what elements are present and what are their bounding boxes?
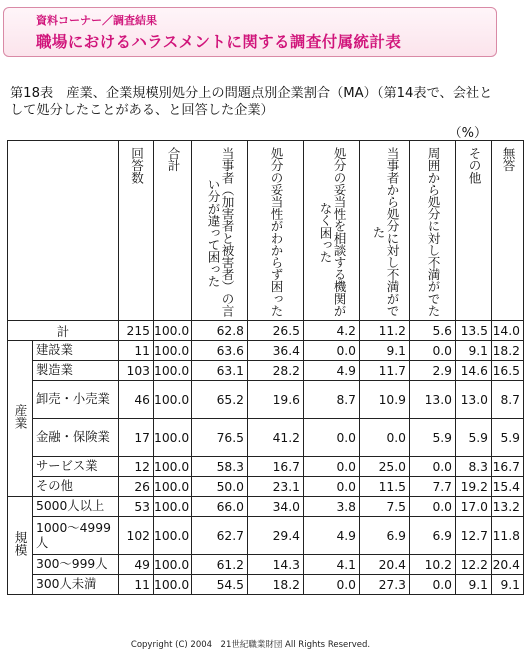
row-label: 卸売・小売業 (33, 381, 119, 419)
table-row (8, 555, 524, 575)
table-cell: 15.4 (492, 477, 524, 497)
table-cell: 7.5 (360, 497, 410, 517)
table-cell: 58.3 (192, 457, 248, 477)
table-row (8, 477, 524, 497)
table-cell: 11.7 (360, 361, 410, 381)
table-cell: 4.9 (304, 517, 360, 555)
table-row (8, 419, 524, 457)
table-cell: 28.2 (248, 361, 304, 381)
table-cell: 12.2 (456, 555, 492, 575)
table-cell: 100.0 (154, 517, 192, 555)
table-cell: 8.3 (456, 457, 492, 477)
table-row (8, 575, 524, 595)
table-cell: 26 (119, 477, 154, 497)
table-cell: 20.4 (492, 555, 524, 575)
title-banner (3, 7, 497, 57)
table-cell: 100.0 (154, 555, 192, 575)
table-cell: 26.5 (248, 321, 304, 341)
table-cell: 46 (119, 381, 154, 419)
row-label: 300人未満 (33, 575, 119, 595)
table-row (8, 341, 524, 361)
table-cell: 20.4 (360, 555, 410, 575)
group-label: 産業 (8, 341, 33, 497)
table-cell: 54.5 (192, 575, 248, 595)
table-cell: 23.1 (248, 477, 304, 497)
table-cell: 17.0 (456, 497, 492, 517)
table-cell: 0.0 (410, 497, 456, 517)
table-cell: 13.5 (456, 321, 492, 341)
table-cell: 10.9 (360, 381, 410, 419)
table-cell: 76.5 (192, 419, 248, 457)
table-cell: 14.6 (456, 361, 492, 381)
table-cell: 16.7 (492, 457, 524, 477)
table-cell: 0.0 (304, 575, 360, 595)
banner-subtitle: 資料コーナー／調査結果 (36, 14, 157, 27)
row-label: 5000人以上 (33, 497, 119, 517)
table-cell: 2.9 (410, 361, 456, 381)
table-cell: 10.2 (410, 555, 456, 575)
table-cell: 41.2 (248, 419, 304, 457)
col-header: 当事者（加害者と被害者）の言い分が違って困った (192, 141, 248, 321)
unit-label: （%） (448, 126, 487, 141)
header-row (8, 141, 524, 321)
statistics-table (7, 140, 524, 595)
table-cell: 0.0 (304, 457, 360, 477)
table-cell: 100.0 (154, 457, 192, 477)
table-cell: 0.0 (304, 477, 360, 497)
col-header: 周囲から処分に対し不満がでた (410, 141, 456, 321)
table-cell: 27.3 (360, 575, 410, 595)
table-cell: 100.0 (154, 321, 192, 341)
table-cell: 0.0 (410, 341, 456, 361)
table-cell: 9.1 (492, 575, 524, 595)
table-cell: 7.7 (410, 477, 456, 497)
table-cell: 9.1 (456, 341, 492, 361)
table-cell: 61.2 (192, 555, 248, 575)
table-cell: 29.4 (248, 517, 304, 555)
row-label: 1000～4999人 (33, 517, 119, 555)
table-cell: 18.2 (492, 341, 524, 361)
table-cell: 100.0 (154, 381, 192, 419)
copyright-footer: Copyright (C) 2004 21世紀職業財団 All Rights Reserved. (130, 640, 371, 650)
table-row (8, 497, 524, 517)
col-header: 当事者から処分に対し不満がでた (360, 141, 410, 321)
table-row-total (8, 321, 524, 341)
row-label: 300～999人 (33, 555, 119, 575)
row-label: 建設業 (33, 341, 119, 361)
table-cell: 0.0 (410, 457, 456, 477)
table-cell: 0.0 (304, 341, 360, 361)
table-cell: 53 (119, 497, 154, 517)
table-cell: 9.1 (456, 575, 492, 595)
banner-title: 職場におけるハラスメントに関する調査付属統計表 (36, 33, 402, 51)
table-cell: 5.9 (456, 419, 492, 457)
table-cell: 100.0 (154, 575, 192, 595)
table-cell: 4.9 (304, 361, 360, 381)
table-cell: 19.2 (456, 477, 492, 497)
table-cell: 36.4 (248, 341, 304, 361)
table-cell: 9.1 (360, 341, 410, 361)
table-cell: 100.0 (154, 497, 192, 517)
table-cell: 16.5 (492, 361, 524, 381)
table-cell: 62.8 (192, 321, 248, 341)
table-cell: 13.2 (492, 497, 524, 517)
table-row (8, 517, 524, 555)
table-cell: 25.0 (360, 457, 410, 477)
table-cell: 5.9 (492, 419, 524, 457)
col-header: 回答数 (119, 141, 154, 321)
table-cell: 11 (119, 341, 154, 361)
table-cell: 63.1 (192, 361, 248, 381)
table-cell: 34.0 (248, 497, 304, 517)
table-cell: 11 (119, 575, 154, 595)
col-header: 処分の妥当性を相談する機関がなく困った (304, 141, 360, 321)
table-cell: 18.2 (248, 575, 304, 595)
table-cell: 100.0 (154, 361, 192, 381)
table-cell: 6.9 (360, 517, 410, 555)
header-blank (8, 141, 119, 321)
row-label: サービス業 (33, 457, 119, 477)
table-cell: 16.7 (248, 457, 304, 477)
table-cell: 65.2 (192, 381, 248, 419)
table-cell: 12.7 (456, 517, 492, 555)
table-cell: 11.2 (360, 321, 410, 341)
table-cell: 49 (119, 555, 154, 575)
row-label: 製造業 (33, 361, 119, 381)
table-cell: 66.0 (192, 497, 248, 517)
row-label: その他 (33, 477, 119, 497)
table-cell: 100.0 (154, 341, 192, 361)
table-cell: 0.0 (410, 575, 456, 595)
table-cell: 102 (119, 517, 154, 555)
table-cell: 0.0 (304, 419, 360, 457)
table-cell: 62.7 (192, 517, 248, 555)
table-cell: 11.5 (360, 477, 410, 497)
col-header: 処分の妥当性がわからず困った (248, 141, 304, 321)
row-label: 計 (8, 321, 119, 341)
table-cell: 63.6 (192, 341, 248, 361)
table-cell: 11.8 (492, 517, 524, 555)
table-cell: 14.3 (248, 555, 304, 575)
table-cell: 8.7 (304, 381, 360, 419)
table-cell: 5.6 (410, 321, 456, 341)
col-header: 無答 (492, 141, 524, 321)
table-cell: 215 (119, 321, 154, 341)
col-header: その他 (456, 141, 492, 321)
table-row (8, 381, 524, 419)
table-row (8, 361, 524, 381)
table-cell: 13.0 (410, 381, 456, 419)
row-label: 金融・保険業 (33, 419, 119, 457)
table-cell: 4.1 (304, 555, 360, 575)
table-cell: 0.0 (360, 419, 410, 457)
table-cell: 19.6 (248, 381, 304, 419)
table-cell: 100.0 (154, 477, 192, 497)
table-cell: 50.0 (192, 477, 248, 497)
table-cell: 4.2 (304, 321, 360, 341)
col-header: 合計 (154, 141, 192, 321)
table-cell: 5.9 (410, 419, 456, 457)
table-cell: 3.8 (304, 497, 360, 517)
table-cell: 8.7 (492, 381, 524, 419)
table-cell: 6.9 (410, 517, 456, 555)
table-cell: 17 (119, 419, 154, 457)
table-row (8, 457, 524, 477)
table-cell: 14.0 (492, 321, 524, 341)
table-cell: 13.0 (456, 381, 492, 419)
table-cell: 100.0 (154, 419, 192, 457)
table-cell: 12 (119, 457, 154, 477)
table-cell: 103 (119, 361, 154, 381)
group-label: 規模 (8, 497, 33, 595)
table-heading: 第18表 産業、企業規模別処分上の問題点別企業割合（MA）（第14表で、会社として処分したことがある、と回答した企業） (10, 86, 493, 118)
